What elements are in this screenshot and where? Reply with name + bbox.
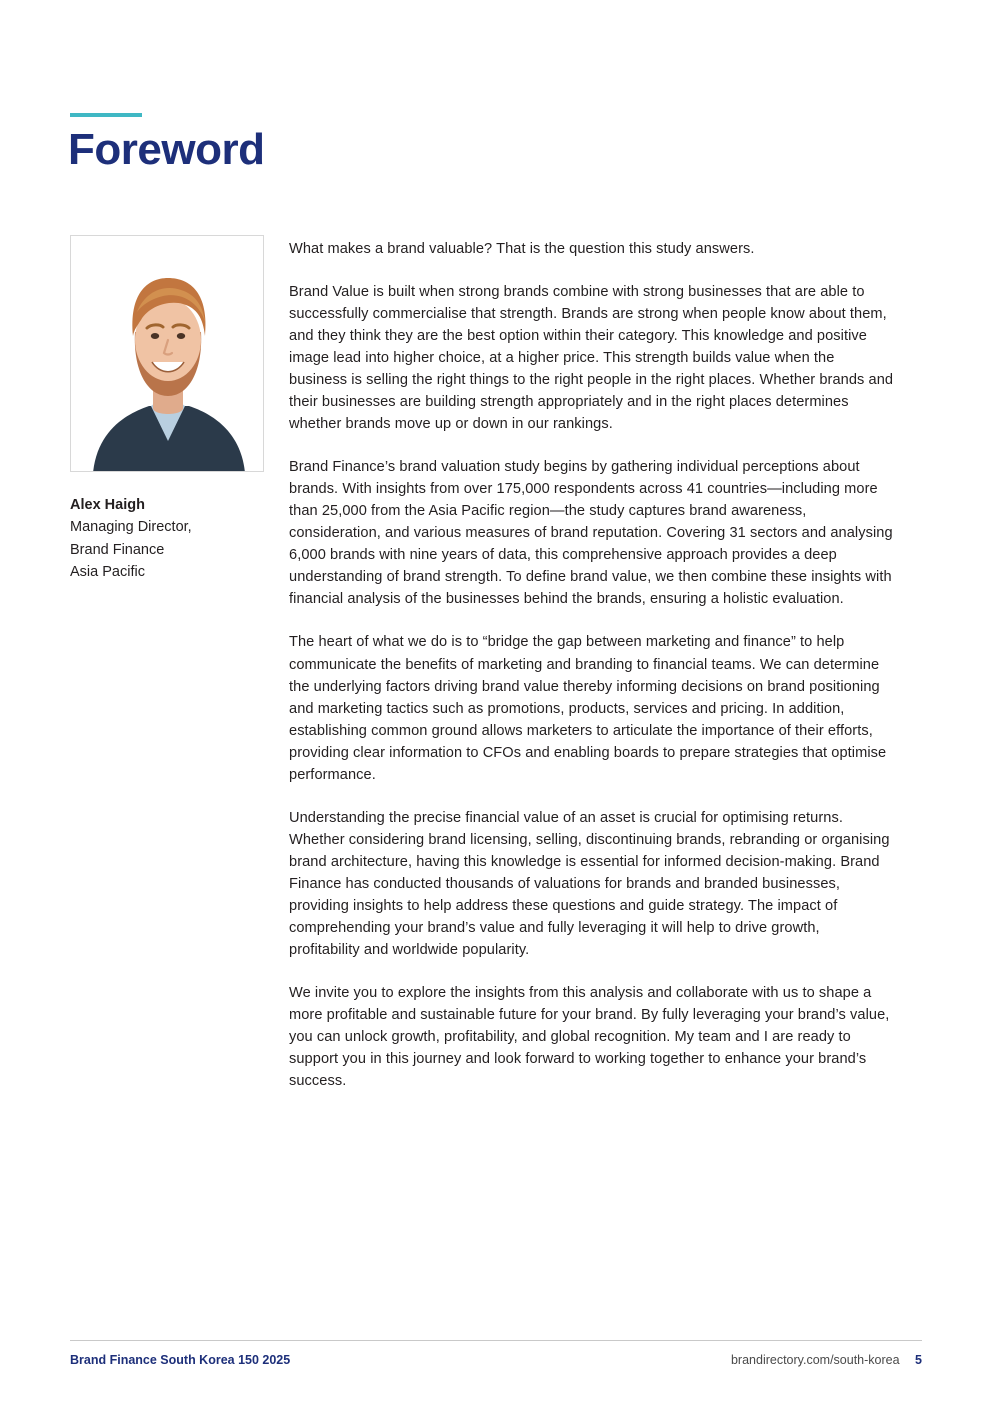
- portrait-illustration: [71, 236, 264, 472]
- author-column: [70, 235, 266, 584]
- footer-divider: [70, 1340, 922, 1341]
- author-region: Asia Pacific: [70, 564, 145, 581]
- author-byline: [70, 494, 266, 584]
- accent-rule: [70, 113, 142, 117]
- author-portrait: [70, 235, 264, 472]
- page-footer: [70, 1353, 922, 1367]
- paragraph: The heart of what we do is to “bridge the gap between marketing and finance” to help communicate the benefits of marketing and branding to financial teams. We can determine the underlying factors driving brand value thereby informing decisions on brand positioning and marketing tactics such as promotions, products, services and pricing. In addition, establishing common ground allows marketers to articulate the importance of their efforts, providing clear information to CFOs and enabling boards to prepare strategies that optimise performance.: [289, 634, 887, 783]
- author-company: Brand Finance: [70, 541, 165, 558]
- page-title: Foreword: [68, 125, 265, 174]
- footer-website-text[interactable]: brandirectory.com/south-korea: [730, 1353, 900, 1367]
- paragraph: Brand Finance’s brand valuation study begins by gathering individual perceptions about brands. With insights from over 175,000 respondents across 41 countries—including more than 25,000 from the Asia Pacific region—the study captures brand awareness, consideration, and various measures of brand reputation. Covering 31 sectors and analysing 6,000 brands with nine years of data, this comprehensive approach provides a deep understanding of brand strength. To define brand value, we then combine these insights with financial analysis of the businesses behind the brands, ensuring a holistic evaluation.: [289, 459, 893, 608]
- footer-website: [731, 1353, 922, 1367]
- footer-report-title: Brand Finance South Korea 150 2025: [70, 1353, 291, 1367]
- paragraph: Understanding the precise financial value of an asset is crucial for optimising returns. Whether considering brand licensing, selling, discontinuing brands, rebranding or organising brand architecture, having this knowledge is essential for informed decision-making. Brand Finance has conducted thousands of valuations for brands and branded businesses, providing insights to help address these questions and guide strategy. The impact of comprehending your brand’s value and fully leveraging it will help to drive growth, profitability and worldwide popularity.: [289, 809, 890, 958]
- paragraph: We invite you to explore the insights from this analysis and collaborate with us to shape a more profitable and sustainable future for your brand. By fully leveraging your brand’s value, you can unlock growth, profitability, and global recognition. My team and I are ready to support you in this journey and look forward to working together to enhance your brand’s success.: [289, 984, 890, 1090]
- author-name: Alex Haigh: [70, 497, 145, 513]
- page-number: 5: [915, 1353, 922, 1367]
- author-role: Managing Director,: [70, 519, 192, 536]
- paragraph: What makes a brand valuable? That is the question this study answers.: [289, 241, 755, 257]
- paragraph: Brand Value is built when strong brands combine with strong businesses that are able to successfully commercialise that strength. Brands are strong when people know about them, and they think they are the best option within their category. This knowledge and positive image lead into higher choice, at a higher price. This strength builds value when the business is selling the right things to the right people in the right places. Whether brands and their businesses are building strength appropriately and in the right places determines whether brands move up or down in our rankings.: [289, 284, 894, 433]
- foreword-body: [289, 238, 894, 1092]
